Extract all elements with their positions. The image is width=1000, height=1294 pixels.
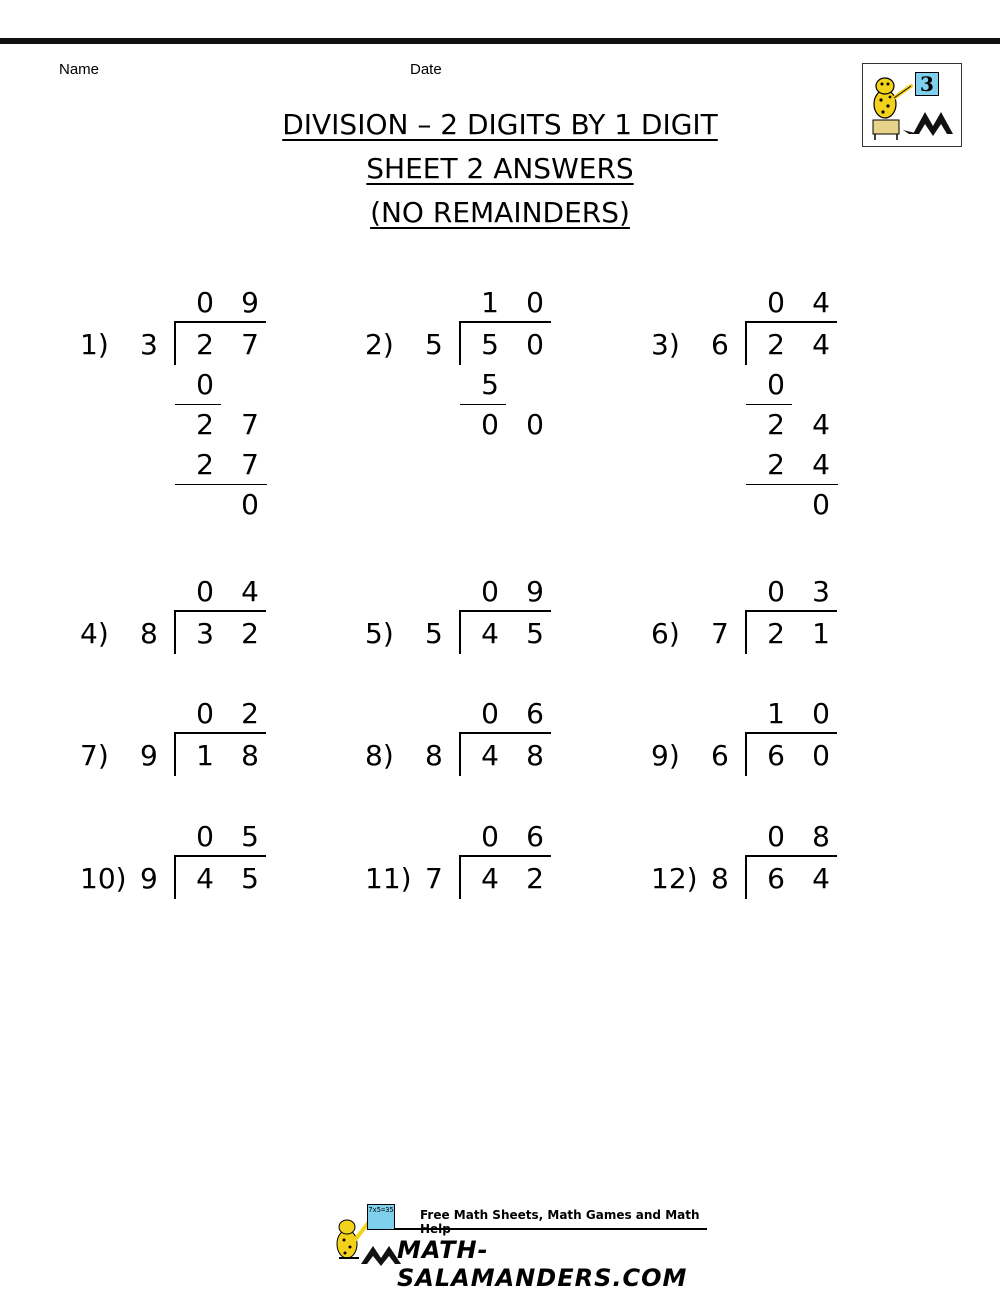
- dividend-digit: 8: [241, 739, 259, 772]
- division-bracket-top: [174, 732, 266, 734]
- quotient-digit: 0: [767, 575, 785, 608]
- problem-number: 12): [651, 862, 698, 895]
- divisor: 6: [711, 328, 729, 361]
- problem-number: 4): [80, 617, 109, 650]
- working-digit: 0: [812, 488, 830, 521]
- dividend-digit: 5: [481, 328, 499, 361]
- dividend-digit: 6: [767, 739, 785, 772]
- working-digit: 2: [196, 448, 214, 481]
- division-problem: [365, 283, 565, 441]
- dividend-digit: 1: [196, 739, 214, 772]
- divisor: 7: [711, 617, 729, 650]
- problem-number: 11): [365, 862, 412, 895]
- working-digit: 0: [767, 368, 785, 401]
- division-bracket-vertical: [745, 855, 747, 899]
- divisor: 8: [425, 739, 443, 772]
- division-problem: [80, 283, 280, 521]
- footer: [325, 1200, 715, 1292]
- dividend-digit: 4: [481, 739, 499, 772]
- division-bracket-vertical: [459, 732, 461, 776]
- subtraction-line: [175, 404, 221, 405]
- working-digit: 0: [481, 408, 499, 441]
- subtraction-line: [175, 484, 267, 485]
- top-rule: [0, 38, 1000, 44]
- division-bracket-top: [459, 321, 551, 323]
- working-digit: 7: [241, 408, 259, 441]
- division-bracket-top: [745, 321, 837, 323]
- problem-number: 7): [80, 739, 109, 772]
- dividend-digit: 4: [481, 617, 499, 650]
- quotient-digit: 1: [481, 286, 499, 319]
- working-digit: 4: [812, 448, 830, 481]
- quotient-digit: 1: [767, 697, 785, 730]
- quotient-digit: 0: [196, 697, 214, 730]
- division-problem: [365, 572, 565, 692]
- quotient-digit: 6: [526, 697, 544, 730]
- footer-site-link[interactable]: MATH-SALAMANDERS.COM: [397, 1236, 688, 1292]
- subtraction-line: [746, 484, 838, 485]
- quotient-digit: 0: [481, 697, 499, 730]
- salamander-logo-icon: [863, 64, 963, 148]
- quotient-digit: 9: [241, 286, 259, 319]
- working-digit: 0: [196, 368, 214, 401]
- quotient-digit: 0: [812, 697, 830, 730]
- quotient-digit: 0: [767, 286, 785, 319]
- dividend-digit: 4: [196, 862, 214, 895]
- division-bracket-top: [174, 855, 266, 857]
- dividend-digit: 3: [196, 617, 214, 650]
- title-line-2: SHEET 2 ANSWERS: [366, 152, 634, 185]
- dividend-digit: 2: [196, 328, 214, 361]
- problem-number: 3): [651, 328, 680, 361]
- divisor: 9: [140, 739, 158, 772]
- dividend-digit: 4: [481, 862, 499, 895]
- division-problem: [365, 817, 565, 937]
- quotient-digit: 9: [526, 575, 544, 608]
- division-bracket-top: [745, 855, 837, 857]
- division-problem: [80, 572, 280, 692]
- division-bracket-top: [459, 855, 551, 857]
- quotient-digit: 0: [196, 820, 214, 853]
- quotient-digit: 4: [241, 575, 259, 608]
- division-bracket-vertical: [459, 321, 461, 365]
- divisor: 8: [711, 862, 729, 895]
- working-digit: 2: [767, 408, 785, 441]
- dividend-digit: 4: [812, 862, 830, 895]
- footer-badge: 7x5=35: [367, 1204, 395, 1230]
- divisor: 7: [425, 862, 443, 895]
- title-line-3: (NO REMAINDERS): [370, 196, 630, 229]
- quotient-digit: 8: [812, 820, 830, 853]
- problem-number: 6): [651, 617, 680, 650]
- working-digit: 7: [241, 448, 259, 481]
- quotient-digit: 5: [241, 820, 259, 853]
- division-problem: [80, 694, 280, 814]
- working-digit: 2: [767, 448, 785, 481]
- division-bracket-top: [174, 610, 266, 612]
- division-bracket-vertical: [174, 321, 176, 365]
- divisor: 9: [140, 862, 158, 895]
- date-label: Date: [410, 61, 442, 78]
- dividend-digit: 8: [526, 739, 544, 772]
- problem-number: 5): [365, 617, 394, 650]
- dividend-digit: 5: [526, 617, 544, 650]
- division-bracket-top: [174, 321, 266, 323]
- subtraction-line: [746, 404, 792, 405]
- quotient-digit: 0: [196, 575, 214, 608]
- quotient-digit: 0: [481, 575, 499, 608]
- quotient-digit: 0: [196, 286, 214, 319]
- divisor: 8: [140, 617, 158, 650]
- footer-rule: [395, 1228, 707, 1230]
- division-bracket-vertical: [174, 855, 176, 899]
- footer-tagline: Free Math Sheets, Math Games and Math: [420, 1208, 700, 1222]
- division-bracket-top: [459, 732, 551, 734]
- dividend-digit: 2: [241, 617, 259, 650]
- working-digit: 0: [241, 488, 259, 521]
- division-bracket-vertical: [745, 732, 747, 776]
- problem-number: 8): [365, 739, 394, 772]
- division-bracket-vertical: [174, 732, 176, 776]
- subtraction-line: [460, 404, 506, 405]
- dividend-digit: 6: [767, 862, 785, 895]
- division-bracket-vertical: [459, 610, 461, 654]
- problem-number: 1): [80, 328, 109, 361]
- dividend-digit: 2: [767, 617, 785, 650]
- division-problem: [651, 283, 851, 521]
- problem-number: 2): [365, 328, 394, 361]
- name-label: Name: [59, 61, 100, 78]
- division-problem: [651, 694, 851, 814]
- division-problem: [80, 817, 280, 937]
- quotient-digit: 0: [481, 820, 499, 853]
- division-bracket-vertical: [174, 610, 176, 654]
- grade-badge: 3: [915, 72, 939, 96]
- divisor: 5: [425, 328, 443, 361]
- quotient-digit: 3: [812, 575, 830, 608]
- dividend-digit: 7: [241, 328, 259, 361]
- division-bracket-top: [745, 732, 837, 734]
- division-bracket-vertical: [459, 855, 461, 899]
- dividend-digit: 2: [526, 862, 544, 895]
- division-bracket-top: [459, 610, 551, 612]
- quotient-digit: 4: [812, 286, 830, 319]
- quotient-digit: 0: [526, 286, 544, 319]
- working-digit: 2: [196, 408, 214, 441]
- quotient-digit: 0: [767, 820, 785, 853]
- division-bracket-vertical: [745, 610, 747, 654]
- quotient-digit: 6: [526, 820, 544, 853]
- division-problem: [365, 694, 565, 814]
- dividend-digit: 2: [767, 328, 785, 361]
- working-digit: 4: [812, 408, 830, 441]
- title-line-1: DIVISION – 2 DIGITS BY 1 DIGIT: [282, 108, 718, 141]
- dividend-digit: 5: [241, 862, 259, 895]
- problem-number: 9): [651, 739, 680, 772]
- grade-logo: [862, 63, 962, 147]
- divisor: 3: [140, 328, 158, 361]
- dividend-digit: 1: [812, 617, 830, 650]
- division-bracket-vertical: [745, 321, 747, 365]
- division-problem: [651, 572, 851, 692]
- dividend-digit: 4: [812, 328, 830, 361]
- problem-number: 10): [80, 862, 127, 895]
- working-digit: 5: [481, 368, 499, 401]
- division-problem: [651, 817, 851, 937]
- division-bracket-top: [745, 610, 837, 612]
- dividend-digit: 0: [812, 739, 830, 772]
- quotient-digit: 2: [241, 697, 259, 730]
- dividend-digit: 0: [526, 328, 544, 361]
- divisor: 6: [711, 739, 729, 772]
- working-digit: 0: [526, 408, 544, 441]
- divisor: 5: [425, 617, 443, 650]
